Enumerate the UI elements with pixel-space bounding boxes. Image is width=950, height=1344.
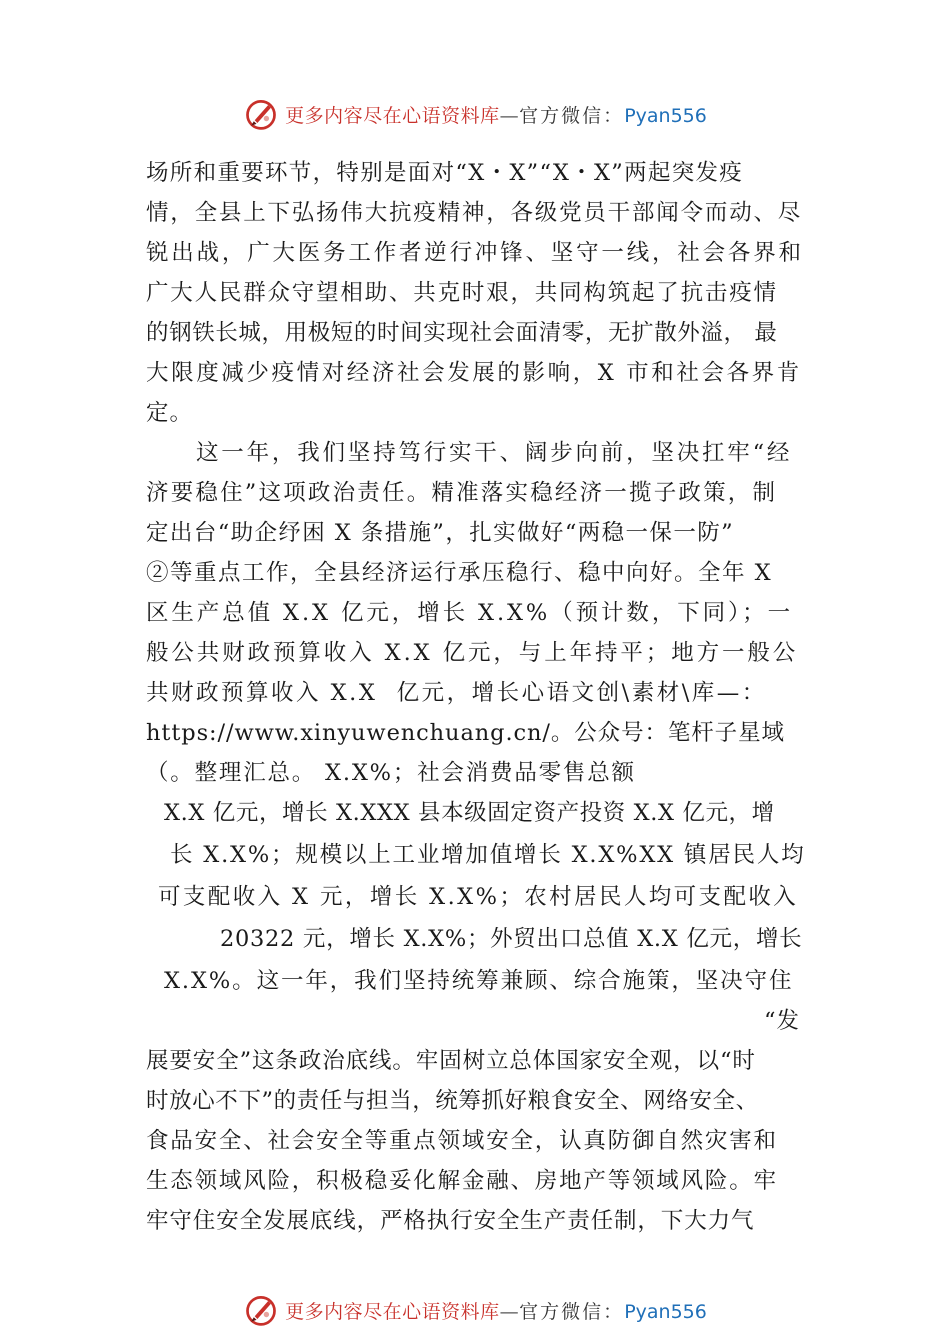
footer-dash: — xyxy=(499,1300,520,1323)
text-line: （。整理汇总。 X.X%；社会消费品零售总额 xyxy=(146,760,636,786)
text-line: 20322 元，增长 X.X%；外贸出口总值 X.X 亿元，增长 xyxy=(220,926,803,952)
text-line: 定。 xyxy=(146,400,194,426)
text-line: https://www.xinyuwenchuang.cn/。公众号：笔杆子星域 xyxy=(146,720,785,746)
text-line: ②等重点工作，全县经济运行承压稳行、稳中向好。全年 X xyxy=(146,560,773,586)
footer-wechat-id: Pyan556 xyxy=(624,1300,707,1323)
footer-brand-text: 更多内容尽在心语资料库 xyxy=(285,1300,500,1323)
header-wechat-label: 官方微信： xyxy=(519,104,625,127)
text-line: 展要安全”这条政治底线。牢固树立总体国家安全观，以“时 xyxy=(146,1048,756,1074)
brush-logo-icon xyxy=(243,1292,279,1328)
text-line: X.X 亿元，增长 X.XXX 县本级固定资产投资 X.X 亿元，增 xyxy=(164,800,775,826)
text-line: 可支配收入 X 元，增长 X.X%；农村居民人均可支配收入 xyxy=(158,884,799,910)
text-line: 牢守住安全发展底线，严格执行安全生产责任制，下大力气 xyxy=(146,1208,755,1234)
text-line: 般公共财政预算收入 X.X 亿元，与上年持平；地方一般公 xyxy=(146,640,799,666)
text-line: 区生产总值 X.X 亿元，增长 X.X%（预计数，下同）；一 xyxy=(146,600,793,626)
footer-wechat-label: 官方微信： xyxy=(519,1300,625,1323)
text-line: 这一年，我们坚持笃行实干、阔步向前，坚决扛牢“经 xyxy=(196,440,793,466)
text-line: X.X%。这一年，我们坚持统筹兼顾、综合施策，坚决守住 xyxy=(164,968,794,994)
text-line: 广大人民群众守望相助、共克时艰，共同构筑起了抗击疫情 xyxy=(146,280,778,306)
text-line: 大限度减少疫情对经济社会发展的影响，X 市和社会各界肯 xyxy=(146,360,802,386)
text-line: 生态领域风险，积极稳妥化解金融、房地产等领域风险。牢 xyxy=(146,1168,778,1194)
text-line: 锐出战，广大医务工作者逆行冲锋、坚守一线，社会各界和 xyxy=(146,240,804,266)
text-line: 情，全县上下弘扬伟大抗疫精神，各级党员干部闻令而动、尽 xyxy=(146,200,803,226)
footer-banner-text xyxy=(285,1297,707,1324)
footer-banner xyxy=(0,1290,950,1330)
text-line: 场所和重要环节，特别是面对“X・X”“X・X”两起突发疫 xyxy=(146,160,744,186)
text-line: “发 xyxy=(764,1008,801,1034)
text-line: 食品安全、社会安全等重点领域安全，认真防御自然灾害和 xyxy=(146,1128,778,1154)
header-wechat-id: Pyan556 xyxy=(624,104,707,127)
header-dash: — xyxy=(499,104,520,127)
text-line: 的钢铁长城，用极短的时间实现社会面清零，无扩散外溢， 最 xyxy=(146,320,778,346)
text-line: 时放心不下”的责任与担当，统筹抓好粮食安全、网络安全、 xyxy=(146,1088,759,1114)
text-line: 长 X.X%；规模以上工业增加值增长 X.X%XX 镇居民人均 xyxy=(170,842,806,868)
text-line: 济要稳住”这项政治责任。精准落实稳经济一揽子政策，制 xyxy=(146,480,778,506)
text-line: 共财政预算收入 X.X 亿元，增长心语文创\素材\库—： xyxy=(146,680,767,706)
text-line: 定出台“助企纾困 X 条措施”，扎实做好“两稳一保一防” xyxy=(146,520,735,546)
header-brand-text: 更多内容尽在心语资料库 xyxy=(285,104,500,127)
